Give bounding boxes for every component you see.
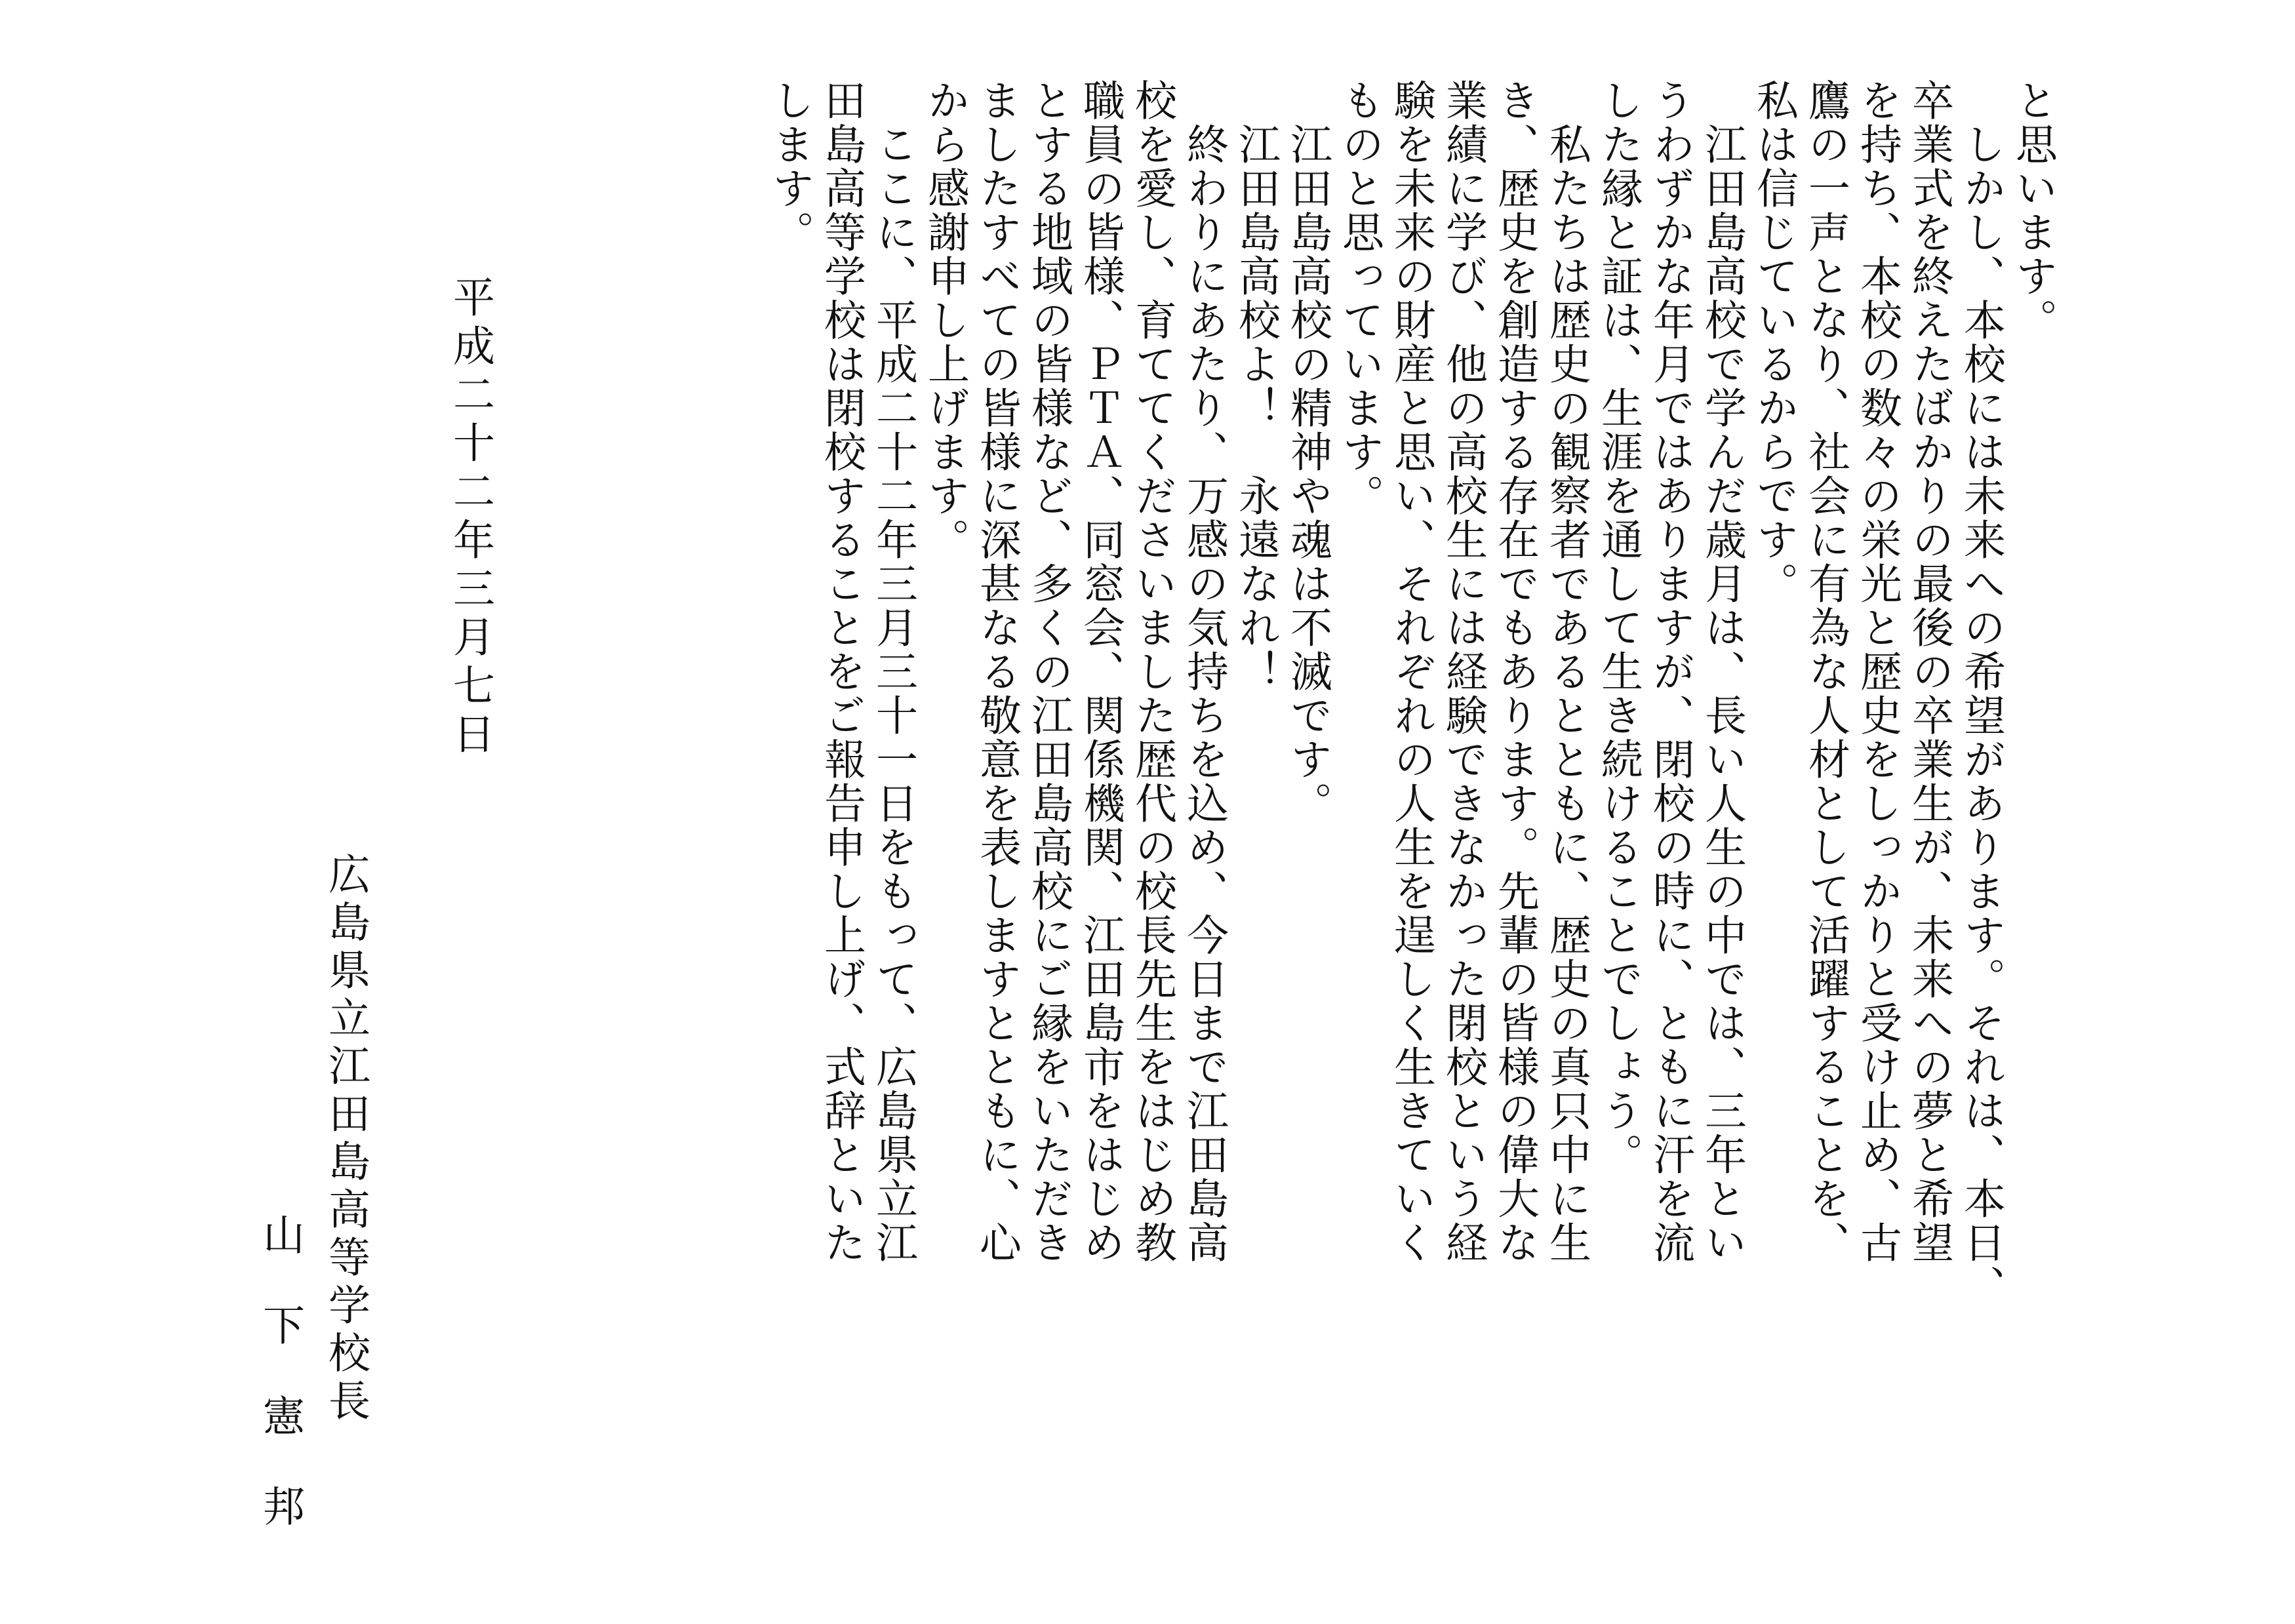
body-line-18: 校を愛し、育ててくださいました歴代の校長先生をはじめ教 — [1128, 79, 1176, 1265]
signature-school: 広島県立江田島高等学校長 — [321, 852, 370, 1427]
body-line-4: を持ち、本校の数々の栄光と歴史をしっかりと受け止め、古 — [1853, 79, 1902, 1265]
body-line-14: ものと思っています。 — [1335, 79, 1384, 518]
body-line-10: 私たちは歴史の観察者であるとともに、歴史の真只中に生 — [1542, 79, 1591, 1265]
body-line-15: 江田島高校の精神や魂は不滅です。 — [1283, 79, 1332, 825]
body-line-22: から感謝申し上げます。 — [921, 79, 969, 562]
body-line-23: ここに、平成二十二年三月三十一日をもって、広島県立江 — [869, 79, 917, 1265]
body-line-9: した縁と証は、生涯を通して生き続けることでしょう。 — [1594, 79, 1643, 1177]
body-line-19: 職員の皆様、ＰＴＡ、同窓会、関係機関、江田島市をはじめ — [1076, 79, 1125, 1265]
body-line-13: 験を未来の財産と思い、それぞれの人生を逞しく生きていく — [1387, 79, 1435, 1265]
body-line-24: 田島高等学校は閉校することをご報告申し上げ、式辞といた — [817, 79, 866, 1265]
body-line-12: 業績に学び、他の高校生には経験できなかった閉校という経 — [1439, 79, 1487, 1265]
body-line-2: しかし、本校には未来への希望があります。それは、本日、 — [1957, 79, 2005, 1309]
body-line-20: とする地域の皆様など、多くの江田島高校にご縁をいただき — [1024, 79, 1073, 1265]
document-date: 平成二十二年三月七日 — [446, 275, 494, 761]
body-line-3: 卒業式を終えたばかりの最後の卒業生が、未来への夢と希望 — [1905, 79, 1953, 1265]
body-line-11: き、歴史を創造する存在でもあります。先輩の皆様の偉大な — [1490, 79, 1539, 1265]
body-line-25: します。 — [765, 79, 814, 254]
body-line-8: うわずかな年月ではありますが、閉校の時に、ともに汗を流 — [1646, 79, 1694, 1265]
body-line-16: 江田島高校よ！ 永遠なれ！ — [1231, 79, 1280, 694]
body-line-21: ましたすべての皆様に深甚なる敬意を表しますとともに、心 — [972, 79, 1021, 1265]
signature-name: 山下憲邦 — [256, 1213, 304, 1575]
body-line-5: 鷹の一声となり、社会に有為な人材として活躍することを、 — [1801, 79, 1850, 1265]
body-line-6: 私は信じているからです。 — [1749, 79, 1798, 606]
body-line-1: と思います。 — [2008, 79, 2057, 342]
body-line-17: 終わりにあたり、万感の気持ちを込め、今日まで江田島高 — [1180, 79, 1228, 1265]
body-line-7: 江田島高校で学んだ歳月は、長い人生の中では、三年とい — [1698, 79, 1746, 1265]
